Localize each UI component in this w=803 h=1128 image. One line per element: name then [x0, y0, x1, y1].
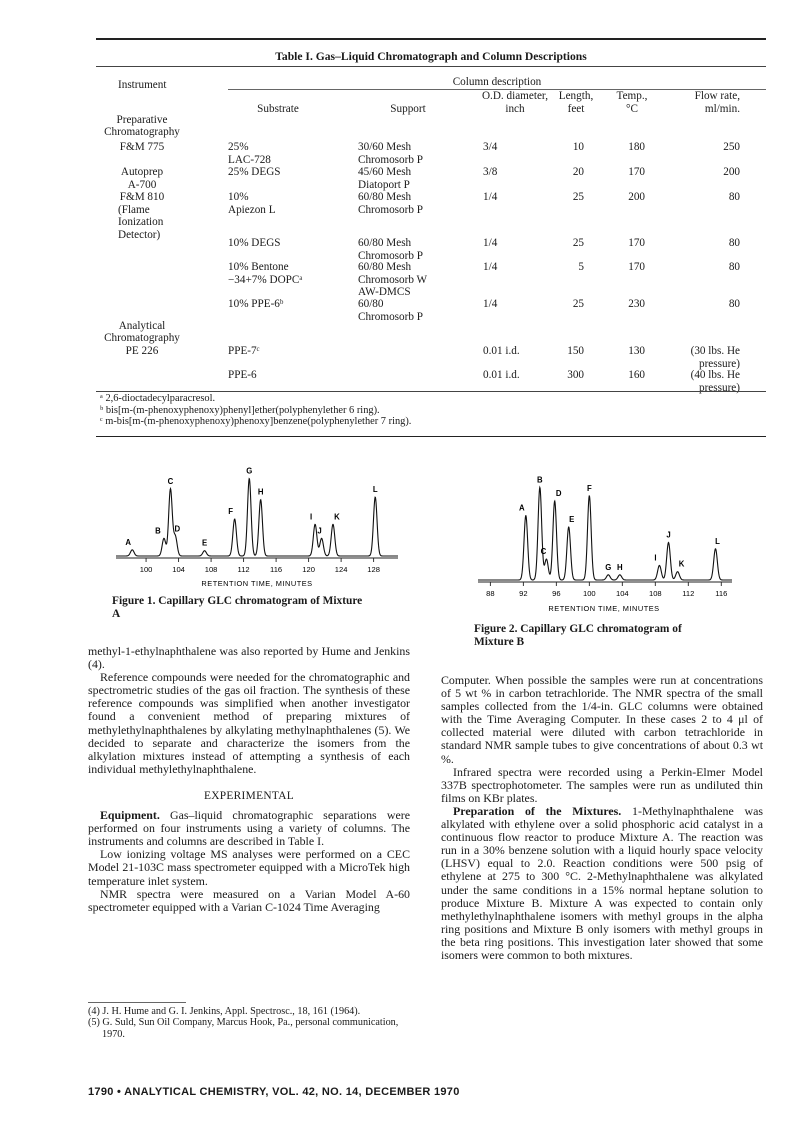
header-temp-2: °C — [626, 103, 638, 115]
cell-instrument: (Flame — [118, 203, 150, 216]
left-paragraph-4: Low ionizing voltage MS analyses were performed on a CEC Model 21-103C mass spectrometer equipped with a MicroTek high temperature inlet system. — [88, 847, 410, 888]
page-footer: 1790 • ANALYTICAL CHEMISTRY, VOL. 42, NO. 14, DECEMBER 1970 — [88, 1086, 460, 1098]
footnote-b: ᵇ bis[m-(m-phenoxyphenoxy)phenyl]ether(polyphenylether 6 ring). — [100, 404, 380, 416]
right-paragraph-1: Computer. When possible the samples were run at concentrations of 5 wt % in carbon tetrachloride. The NMR spectra of the small samples collected from the 1/4-in. GLC columns were obtained with the Time Averaging Computer. In these cases 2 to 4 μl of collected material were diluted with carbon tetrachloride in standard NMR sample tubes to give concentrations of about 0.3 wt %. — [441, 673, 763, 766]
peak-label: I — [310, 512, 313, 522]
cell-od: 3/4 — [483, 141, 498, 153]
left-paragraph-2: Reference compounds were needed for the chromatographic and spectrometric studies of the gas oil fraction. The synthesis of these reference compounds was simplified when another investigator found a convenient method of preparing mixtures of methylethylnaphthalenes by alkylating methylnaphthalenes (5). We decided to separate and characterize the isomers from the alkylation mixtures instead of attempting a synthesis of each individual methylethylnaphthalene. — [88, 670, 410, 776]
peak-label: K — [678, 559, 685, 569]
cell-support: Chromosorb P — [358, 203, 423, 216]
cell-flow: 200 — [723, 166, 740, 178]
figure-1-xlabel: RETENTION TIME, MINUTES — [201, 579, 313, 588]
cell-od: 1/4 — [483, 298, 498, 310]
peak-label: E — [201, 538, 208, 548]
x-tick-label: 108 — [204, 565, 218, 574]
peak-label: C — [540, 547, 547, 557]
cell-od: 3/8 — [483, 166, 498, 178]
cell-substrate: PPE-6 — [228, 369, 257, 381]
peak-label: B — [155, 526, 161, 536]
peak-label: E — [569, 514, 575, 524]
cell-substrate: 10% DEGS — [228, 237, 281, 249]
cell-substrate: −34+7% DOPCᵃ — [228, 273, 303, 286]
table-footnotes — [100, 393, 411, 428]
cell-length: 25 — [572, 237, 584, 249]
left-paragraph-5: NMR spectra were measured on a Varian Model A-60 spectrometer equipped with a Varian C-1024 Time Averaging — [88, 886, 410, 914]
table-end-rule — [96, 436, 766, 437]
peak-label: A — [519, 503, 525, 513]
preparation-heading: Preparation of the Mixtures. — [453, 803, 622, 818]
cell-substrate: 25% DEGS — [228, 166, 281, 178]
cell-temp: 170 — [628, 237, 645, 249]
cell-support: Chromosorb W — [358, 273, 428, 286]
x-tick-label: 104 — [615, 589, 629, 598]
table-bottom-rule — [96, 391, 766, 392]
section-heading-experimental: EXPERIMENTAL — [203, 789, 294, 802]
cell-instrument: F&M 775 — [119, 141, 165, 153]
right-column — [441, 674, 763, 962]
x-tick-label: 116 — [270, 565, 283, 574]
cell-od: 1/4 — [483, 261, 498, 273]
peak-label: J — [666, 530, 671, 540]
x-tick-label: 100 — [139, 565, 153, 574]
right-paragraph-2: Infrared spectra were recorded using a Perkin-Elmer Model 337B spectrophotometer. The samples were run as undiluted thin films on KBr plates. — [441, 764, 763, 805]
left-paragraph-1: methyl-1-ethylnaphthalene was also reported by Hume and Jenkins (4). — [88, 644, 410, 672]
table-top-rule — [96, 66, 766, 67]
cell-temp: 180 — [628, 141, 645, 153]
x-tick-label: 112 — [682, 589, 695, 598]
peak-label: I — [654, 553, 657, 563]
cell-support: AW-DMCS — [358, 286, 411, 299]
cell-length: 25 — [572, 191, 584, 203]
figure-2-xlabel: RETENTION TIME, MINUTES — [548, 604, 660, 613]
x-tick-label: 104 — [172, 565, 185, 574]
reference-5: (5) G. Suld, Sun Oil Company, Marcus Hook, Pa., personal communication, 1970. — [88, 1017, 399, 1040]
cell-temp: 170 — [628, 261, 645, 273]
peak-label: H — [257, 487, 264, 497]
footnote-a: ᵃ 2,6-dioctadecylparacresol. — [100, 393, 216, 404]
x-tick-label: 88 — [486, 589, 495, 598]
cell-substrate: 10% — [228, 191, 249, 203]
peak-label: K — [334, 512, 340, 522]
figure-2-chromatogram — [474, 462, 739, 618]
cell-support: Chromosorb P — [358, 153, 423, 166]
group-analytical-2: Chromatography — [104, 332, 180, 344]
header-od-1: O.D. diameter, — [481, 90, 549, 102]
top-rule — [96, 38, 766, 40]
peak-label: C — [167, 477, 174, 487]
peak-label: D — [555, 488, 562, 498]
peak-label: F — [586, 483, 592, 493]
figure-1-chromatogram — [112, 462, 402, 592]
x-tick-label: 128 — [367, 565, 380, 574]
cell-od: 0.01 i.d. — [483, 345, 520, 357]
x-tick-label: 108 — [648, 589, 662, 598]
cell-substrate: 10% PPE-6ᵇ — [228, 298, 284, 310]
header-flow-2: ml/min. — [704, 103, 740, 115]
cell-substrate: Apiezon L — [228, 203, 276, 216]
figure-2-caption-line2: Mixture B — [474, 636, 525, 648]
x-tick-label: 96 — [552, 589, 561, 598]
header-temp-1: Temp., — [616, 90, 648, 102]
footnote-c: ᶜ m-bis[m-(m-phenoxyphenoxy)phenoxy]benzene(polyphenylether 7 ring). — [100, 416, 412, 428]
x-tick-label: 100 — [582, 589, 596, 598]
cell-od: 1/4 — [483, 191, 498, 203]
references-rule — [88, 1002, 186, 1003]
peak-label: D — [174, 524, 181, 534]
peak-label: G — [605, 562, 612, 572]
group-analytical-1: Analytical — [118, 320, 166, 332]
figure-1-caption — [112, 595, 412, 621]
group-preparative-1: Preparative — [116, 114, 168, 126]
cell-support: Chromosorb P — [358, 249, 423, 262]
group-preparative-2: Chromatography — [104, 126, 180, 138]
cell-od: 1/4 — [483, 237, 498, 249]
cell-support: 60/80 Mesh — [358, 191, 412, 203]
cell-temp: 160 — [628, 369, 645, 381]
equipment-heading: Equipment. — [100, 808, 160, 823]
x-tick-label: 112 — [237, 565, 250, 574]
cell-instrument: Ionization — [118, 216, 164, 229]
header-support: Support — [390, 103, 426, 115]
reference-4: (4) J. H. Hume and G. I. Jenkins, Appl. Spectrosc., 18, 161 (1964). — [88, 1006, 361, 1017]
cell-support: 60/80 Mesh — [358, 237, 412, 249]
header-len-1: Length, — [558, 90, 594, 102]
cell-length: 5 — [578, 261, 584, 273]
table-caption: Table I. Gas–Liquid Chromatograph and Column Descriptions — [275, 50, 587, 63]
cell-flow: (40 lbs. He — [690, 369, 740, 381]
left-paragraph-3: Gas–liquid chromatographic separations were performed on four instruments using a variety of columns. The instruments and columns are described in Table I. — [88, 808, 410, 849]
cell-temp: 130 — [628, 345, 645, 357]
cell-flow: 80 — [728, 237, 740, 249]
cell-instrument: Detector) — [118, 228, 161, 241]
cell-flow: pressure) — [698, 357, 740, 370]
cell-substrate: PPE-7ᶜ — [228, 345, 260, 357]
cell-substrate: 10% Bentone — [228, 261, 289, 273]
figure-2-caption — [474, 623, 736, 649]
peak-label: G — [246, 466, 253, 476]
cell-flow: 80 — [728, 191, 740, 203]
header-column-description: Column description — [452, 76, 542, 88]
cell-flow: 80 — [728, 298, 740, 310]
cell-flow: pressure) — [698, 381, 740, 394]
x-tick-label: 92 — [519, 589, 528, 598]
figure-2-caption-line1: Figure 2. Capillary GLC chromatogram of — [474, 623, 682, 635]
x-tick-label: 124 — [334, 565, 348, 574]
cell-substrate: LAC-728 — [228, 153, 271, 166]
cell-substrate: 25% — [228, 141, 249, 153]
figure-1-caption-line2: A — [112, 608, 121, 620]
references — [88, 1006, 410, 1040]
peak-label: J — [317, 526, 322, 536]
x-tick-label: 116 — [715, 589, 728, 598]
x-tick-label: 120 — [302, 565, 315, 574]
header-len-2: feet — [567, 103, 585, 115]
cell-length: 300 — [567, 369, 584, 381]
peak-label: L — [715, 536, 720, 546]
cell-temp: 200 — [628, 191, 645, 203]
cell-flow: 250 — [723, 141, 740, 153]
right-paragraph-3: 1-Methylnaphthalene was alkylated with ethylene over a solid phosphoric acid catalyst in a continuous flow reactor to produce Mixture A. The reaction was run in a 30% benzene solution with a liquid hourly space velocity (LHSV) equal to 2.0. Reaction conditions were 500 psig of ethylene at 275 to 300 °C. 2-Methylnaphthalene was alkylated under the same conditions in a 15% normal heptane solution to produce Mixture B. Mixture A was expected to contain only methylethylnaphthalene isomers with methyl groups in the alpha ring positions and Mixture B only isomers with methyl groups in the beta ring positions. This investigation later showed that some isomers were common to both mixtures. — [441, 803, 763, 962]
cell-support: Chromosorb P — [358, 310, 423, 323]
cell-length: 150 — [567, 345, 584, 357]
header-substrate: Substrate — [257, 103, 299, 115]
cell-length: 20 — [572, 166, 584, 178]
cell-support: 30/60 Mesh — [358, 141, 412, 153]
peak-label: B — [537, 475, 543, 485]
cell-length: 25 — [572, 298, 584, 310]
cell-temp: 230 — [628, 298, 645, 310]
peak-label: A — [125, 537, 132, 547]
cell-temp: 170 — [628, 166, 645, 178]
peak-label: F — [228, 507, 234, 517]
cell-support: 60/80 Mesh — [358, 261, 412, 273]
left-column — [88, 645, 410, 914]
header-flow-1: Flow rate, — [694, 90, 740, 102]
peak-label: H — [617, 562, 623, 572]
cell-support: Diatoport P — [358, 178, 410, 191]
cell-instrument: PE 226 — [125, 345, 159, 357]
cell-flow: 80 — [728, 261, 740, 273]
cell-support: 45/60 Mesh — [358, 166, 412, 178]
header-instrument: Instrument — [118, 79, 167, 91]
header-od-2: inch — [505, 103, 525, 115]
cell-instrument: F&M 810 — [119, 191, 165, 203]
figure-1-caption-line1: Figure 1. Capillary GLC chromatogram of Mixture — [112, 595, 363, 607]
peak-label: L — [372, 485, 378, 495]
cell-length: 10 — [572, 141, 584, 153]
cell-od: 0.01 i.d. — [483, 369, 520, 381]
cell-flow: (30 lbs. He — [690, 345, 740, 357]
cell-instrument: A-700 — [127, 178, 157, 191]
cell-support: 60/80 — [358, 298, 384, 310]
cell-instrument: Autoprep — [120, 166, 164, 178]
